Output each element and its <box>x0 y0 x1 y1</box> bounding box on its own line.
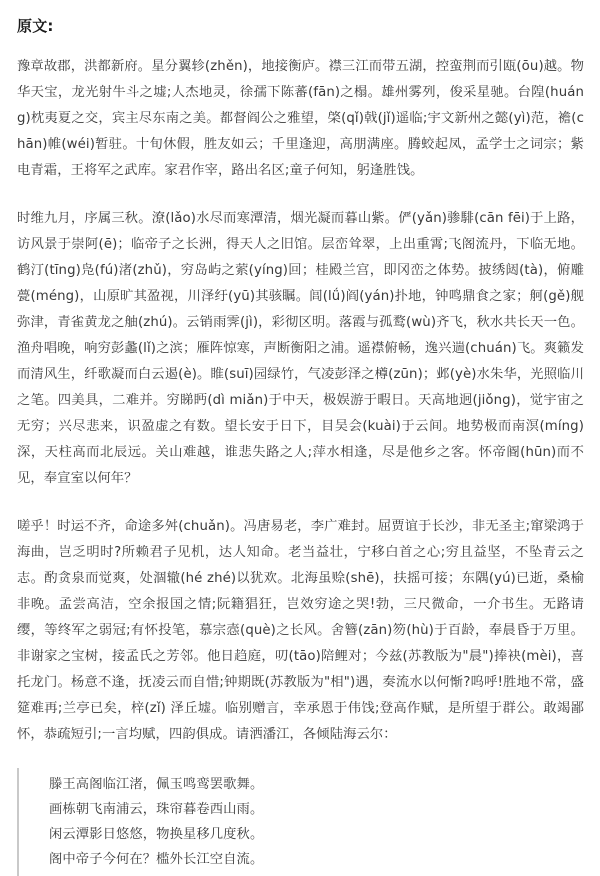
paragraph-2: 时维九月，序属三秋。潦(lǎo)水尽而寒潭清，烟光凝而暮山紫。俨(yǎn)骖騑(cān fēi)于上路，访风景于崇阿(ē)；临帝子之长洲，得天人之旧馆。层峦耸翠，上出重霄;飞阁流丹，下临无地。鹤汀(tīng)凫(fú)渚(zhǔ)，穷岛屿之萦(yíng)回；桂殿兰宫，即冈峦之体势。披绣闼(tà)，俯雕甍(méng)，山原旷其盈视，川泽纡(yū)其骇瞩。闾(lǘ)阎(yán)扑地，钟鸣鼎食之家；舸(gě)舰弥津，青雀黄龙之舳(zhú)。云销雨霁(jì)，彩彻区明。落霞与孤鹜(wù)齐飞，秋水共长天一色。渔舟唱晚，响穷彭蠡(lǐ)之滨；雁阵惊寒，声断衡阳之浦。遥襟俯畅，逸兴遄(chuán)飞。爽籁发而清风生，纤歌凝而白云遏(è)。睢(suī)园绿竹，气凌彭泽之樽(zūn)；邺(yè)水朱华，光照临川之笔。四美具，二难并。穷睇眄(dì miǎn)于中天，极娱游于暇日。天高地迥(jiǒng)，觉宇宙之无穷；兴尽悲来，识盈虚之有数。望长安于日下，目吴会(kuài)于云间。地势极而南溟(míng)深，天柱高而北辰远。关山难越，谁悲失路之人;萍水相逢，尽是他乡之客。怀帝阍(hūn)而不见，奉宣室以何年？ <box>17 211 584 486</box>
poem-line: 画栋朝飞南浦云，珠帘暮卷西山雨。 <box>49 802 264 817</box>
page-title: 原文: <box>17 17 54 35</box>
poem-line: 阁中帝子今何在？槛外长江空自流。 <box>49 852 264 867</box>
poem-line: 闲云潭影日悠悠，物换星移几度秋。 <box>49 827 264 842</box>
paragraph-1: 豫章故郡，洪都新府。星分翼轸(zhěn)，地接衡庐。襟三江而带五湖，控蛮荆而引瓯(ōu)越。物华天宝，龙光射牛斗之墟;人杰地灵，徐孺下陈蕃(fān)之榻。雄州雾列，俊采星驰。台隍(huáng)枕夷夏之交，宾主尽东南之美。都督阎公之雅望，棨(qǐ)戟(jǐ)遥临;宇文新州之懿(yì)范，襜(chān)帷(wéi)暂驻。十旬休假，胜友如云；千里逢迎，高朋满座。腾蛟起凤，孟学士之词宗；紫电青霜，王将军之武库。家君作宰，路出名区;童子何知，躬逢胜饯。 <box>17 59 584 178</box>
poem-line: 滕王高阁临江渚，佩玉鸣鸾罢歌舞。 <box>49 777 264 792</box>
paragraph-3: 嗟乎！时运不齐，命途多舛(chuǎn)。冯唐易老，李广难封。屈贾谊于长沙，非无圣主;窜梁鸿于海曲，岂乏明时?所赖君子见机，达人知命。老当益壮，宁移白首之心;穷且益坚，不坠青云之志。酌贪泉而觉爽，处涸辙(hé zhé)以犹欢。北海虽赊(shē)，扶摇可接；东隅(yú)已逝，桑榆非晚。孟尝高洁，空余报国之情;阮籍猖狂，岂效穷途之哭!勃，三尺微命，一介书生。无路请缨，等终军之弱冠;有怀投笔，慕宗悫(què)之长风。舍簪(zān)笏(hù)于百龄，奉晨昏于万里。非谢家之宝树，接孟氏之芳邻。他日趋庭，叨(tāo)陪鲤对；今兹(苏教版为"晨")捧袂(mèi)，喜托龙门。杨意不逢，抚凌云而自惜;钟期既(苏教版为"相")遇，奏流水以何惭?呜呼!胜地不常，盛筵难再;兰亭已矣，梓(zǐ) 泽丘墟。临别赠言，幸承恩于伟饯;登高作赋，是所望于群公。敢竭鄙怀，恭疏短引;一言均赋，四韵俱成。请洒潘江，各倾陆海云尔： <box>17 519 584 742</box>
poem-blockquote <box>17 768 584 876</box>
